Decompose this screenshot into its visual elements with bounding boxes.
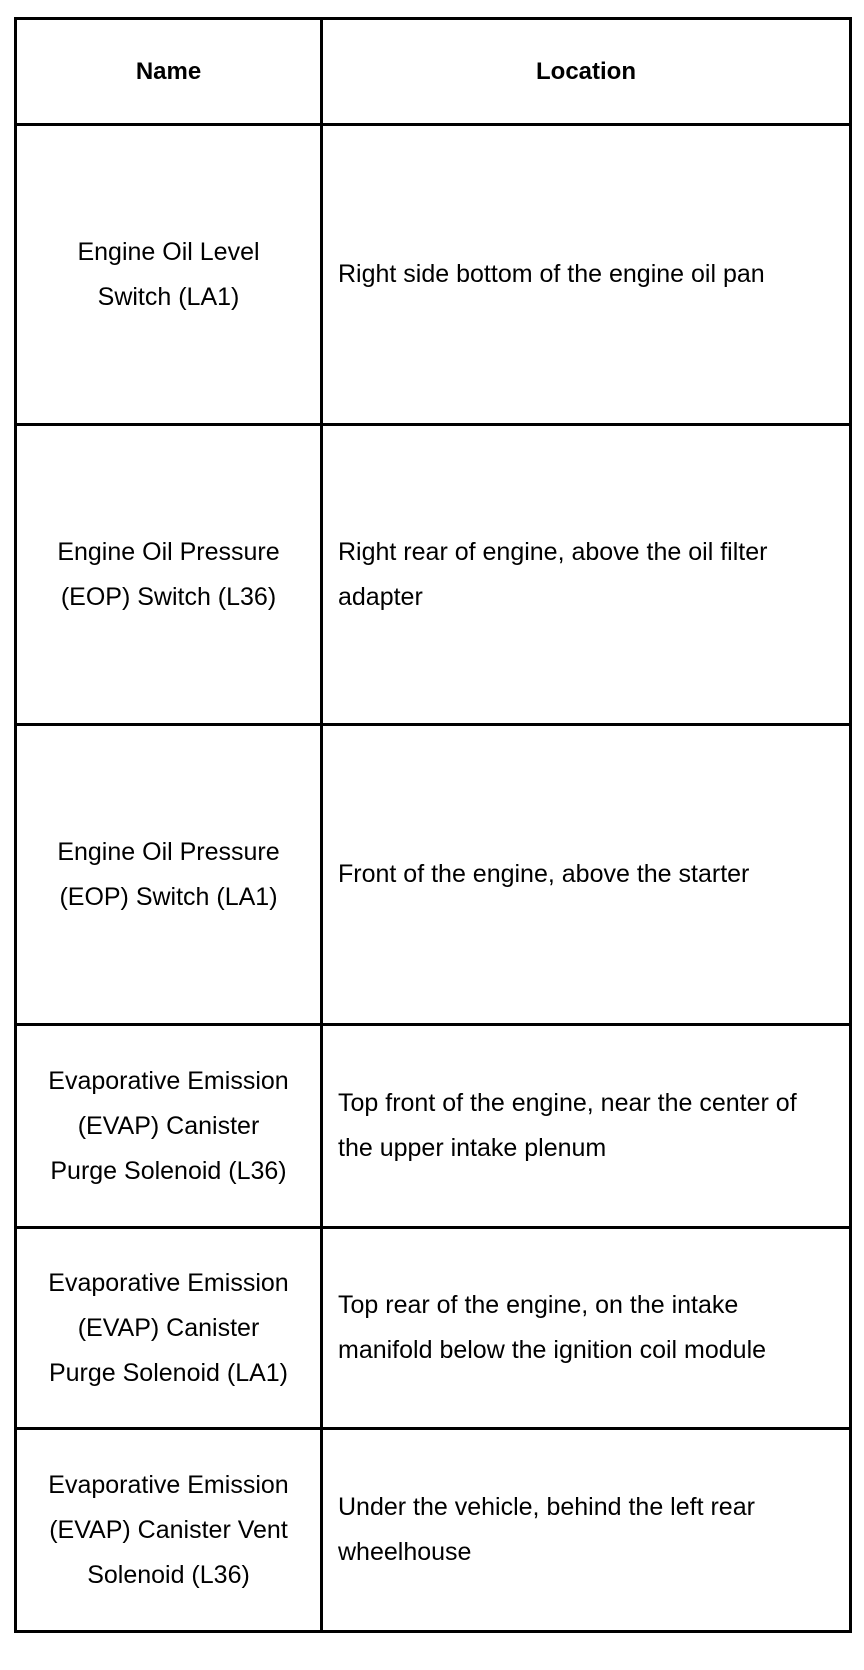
component-location-cell: Under the vehicle, behind the left rear wheelhouse — [322, 1429, 851, 1632]
component-location-cell: Top front of the engine, near the center of the upper intake plenum — [322, 1025, 851, 1228]
component-name-cell: Evaporative Emission (EVAP) Canister Purge Solenoid (LA1) — [16, 1228, 322, 1429]
component-location-cell: Top rear of the engine, on the intake manifold below the ignition coil module — [322, 1228, 851, 1429]
column-header-location: Location — [322, 19, 851, 125]
table-row — [16, 1025, 851, 1228]
component-name-cell: Evaporative Emission (EVAP) Canister Purge Solenoid (L36) — [16, 1025, 322, 1228]
component-name-cell: Engine Oil Level Switch (LA1) — [16, 125, 322, 425]
column-header-name: Name — [16, 19, 322, 125]
table-row — [16, 125, 851, 425]
table-header-row — [16, 19, 851, 125]
component-location-cell: Right rear of engine, above the oil filter adapter — [322, 425, 851, 725]
component-name-cell: Engine Oil Pressure (EOP) Switch (L36) — [16, 425, 322, 725]
component-name-cell: Evaporative Emission (EVAP) Canister Vent Solenoid (L36) — [16, 1429, 322, 1632]
table-row — [16, 1429, 851, 1632]
component-name-cell: Engine Oil Pressure (EOP) Switch (LA1) — [16, 725, 322, 1025]
component-location-cell: Right side bottom of the engine oil pan — [322, 125, 851, 425]
component-location-cell: Front of the engine, above the starter — [322, 725, 851, 1025]
table-row — [16, 725, 851, 1025]
table-row — [16, 1228, 851, 1429]
component-location-table — [14, 17, 852, 1633]
table-row — [16, 425, 851, 725]
